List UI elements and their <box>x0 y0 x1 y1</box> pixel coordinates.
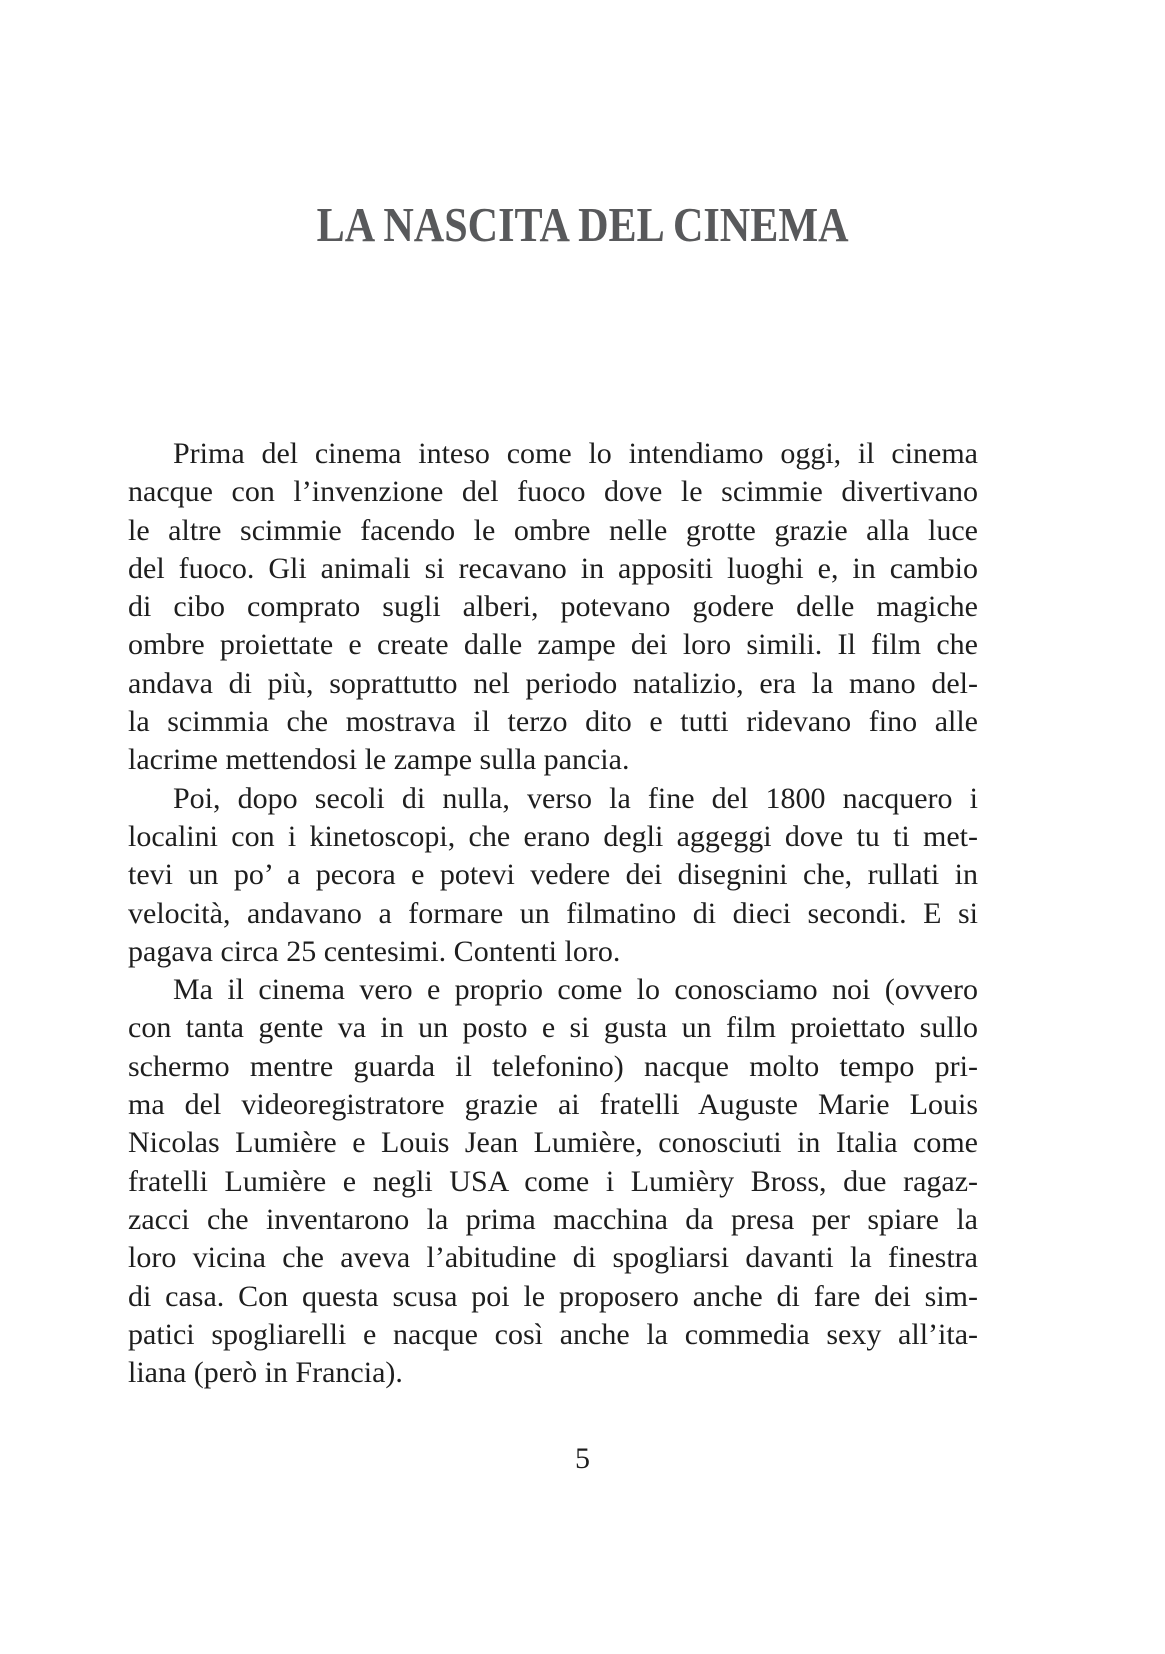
text-line: del fuoco. Gli animali si recavano in appositi luoghi e, in cambio <box>128 551 978 585</box>
text-line: di casa. Con questa scusa poi le proposero anche di fare dei sim- <box>128 1279 978 1313</box>
chapter-title: LA NASCITA DEL CINEMA <box>316 197 849 252</box>
chapter-body <box>128 435 978 1392</box>
text-line: velocità, andavano a formare un filmatino di dieci secondi. E si <box>128 896 978 930</box>
page-number: 5 <box>575 1442 590 1475</box>
text-line: patici spogliarelli e nacque così anche la commedia sexy all’ita- <box>128 1317 978 1351</box>
text-line: Poi, dopo secoli di nulla, verso la fine del 1800 nacquero i <box>173 781 978 815</box>
text-line: andava di più, soprattutto nel periodo natalizio, era la mano del- <box>128 666 978 700</box>
text-line: ombre proiettate e create dalle zampe dei loro simili. Il film che <box>128 628 978 662</box>
text-line: zacci che inventarono la prima macchina da presa per spiare la <box>128 1202 978 1236</box>
text-line: di cibo comprato sugli alberi, potevano godere delle magiche <box>128 590 978 624</box>
text-line: schermo mentre guarda il telefonino) nacque molto tempo pri- <box>128 1049 978 1083</box>
text-line: Nicolas Lumière e Louis Jean Lumière, conosciuti in Italia come <box>128 1126 978 1160</box>
text-line: lacrime mettendosi le zampe sulla pancia. <box>128 743 630 777</box>
text-line: Prima del cinema inteso come lo intendiamo oggi, il cinema <box>173 437 978 470</box>
text-line: le altre scimmie facendo le ombre nelle grotte grazie alla luce <box>128 513 978 547</box>
paragraph <box>128 971 978 1392</box>
text-line: ma del videoregistratore grazie ai fratelli Auguste Marie Louis <box>128 1088 978 1122</box>
text-line: nacque con l’invenzione del fuoco dove le scimmie divertivano <box>128 475 978 509</box>
text-line: Ma il cinema vero e proprio come lo conosciamo noi (ovvero <box>173 973 978 1007</box>
text-line: tevi un po’ a pecora e potevi vedere dei disegnini che, rullati in <box>128 858 978 892</box>
text-line: localini con i kinetoscopi, che erano degli aggeggi dove tu ti met- <box>128 819 978 853</box>
paragraph <box>128 780 978 971</box>
text-line: con tanta gente va in un posto e si gusta un film proiettato sullo <box>128 1011 978 1045</box>
text-line: loro vicina che aveva l’abitudine di spogliarsi davanti la finestra <box>128 1241 978 1275</box>
text-line: liana (però in Francia). <box>128 1356 403 1390</box>
paragraph <box>128 435 978 780</box>
text-line: la scimmia che mostrava il terzo dito e tutti ridevano fino alle <box>128 705 978 739</box>
text-line: fratelli Lumière e negli USA come i Lumièry Bross, due ragaz- <box>128 1164 978 1198</box>
text-line: pagava circa 25 centesimi. Contenti loro. <box>128 934 621 968</box>
